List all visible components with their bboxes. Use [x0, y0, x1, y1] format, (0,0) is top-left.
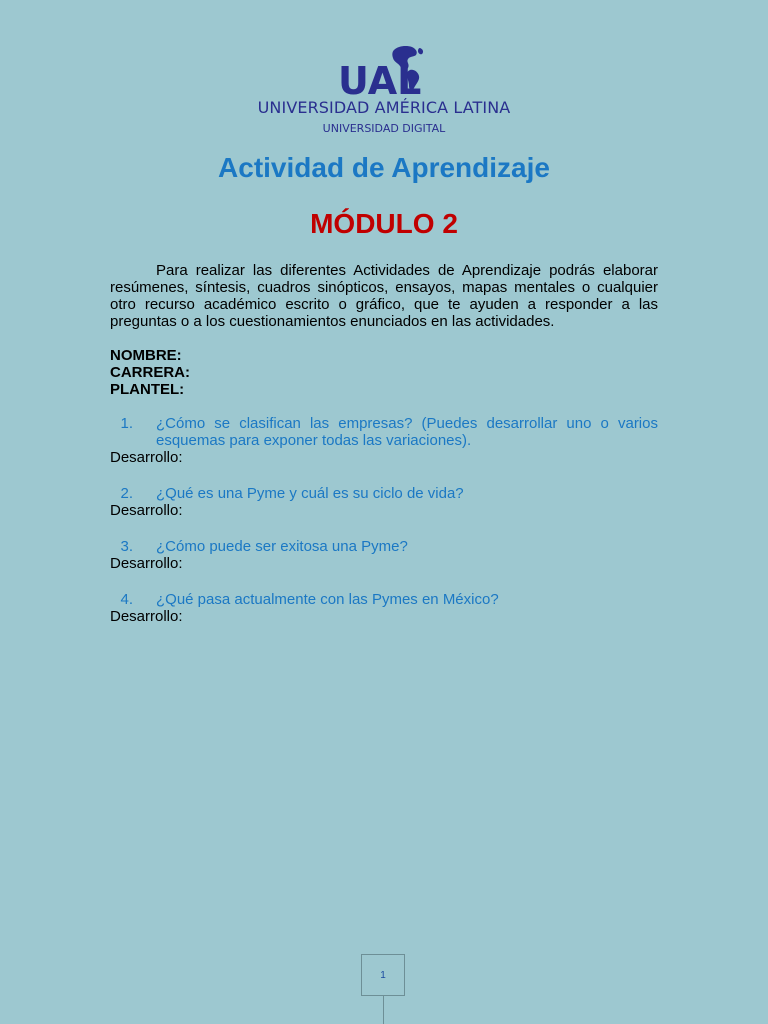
- page-title: Actividad de Aprendizaje: [218, 152, 550, 183]
- field-nombre: NOMBRE:: [110, 347, 182, 364]
- question-item: [110, 538, 658, 572]
- field-carrera: CARRERA:: [110, 364, 190, 381]
- development-label: Desarrollo:: [110, 449, 183, 466]
- logo-text: UAL: [338, 59, 422, 96]
- field-plantel: PLANTEL:: [110, 381, 185, 398]
- university-name: UNIVERSIDAD AMÉRICA LATINA: [257, 98, 511, 117]
- question-number: 4.: [120, 591, 133, 608]
- question-text: ¿Qué es una Pyme y cuál es su ciclo de vida?: [156, 485, 464, 502]
- module-heading: MÓDULO 2: [310, 208, 458, 239]
- question-item: [110, 415, 658, 466]
- question-list: [110, 415, 658, 625]
- question-item: [110, 591, 658, 625]
- question-text: ¿Cómo puede ser exitosa una Pyme?: [156, 538, 408, 555]
- question-number: 1.: [120, 415, 133, 432]
- document-body: [110, 262, 658, 625]
- page-number-connector: [383, 996, 384, 1024]
- development-label: Desarrollo:: [110, 555, 183, 572]
- university-subtitle: UNIVERSIDAD DIGITAL: [322, 122, 446, 135]
- question-number: 2.: [120, 485, 133, 502]
- university-logo: [336, 44, 432, 96]
- question-text: ¿Qué pasa actualmente con las Pymes en México?: [156, 591, 499, 608]
- development-label: Desarrollo:: [110, 608, 183, 625]
- question-text: ¿Cómo se clasifican las empresas? (Puedes desarrollar uno o varios esquemas para exponer todas las variaciones).: [156, 415, 658, 449]
- intro-paragraph: Para realizar las diferentes Actividades de Aprendizaje podrás elaborar resúmenes, síntesis, cuadros sinópticos, ensayos, mapas mentales o cualquier otro recurso académico escrito o gráfico, que te ayuden a responder a las preguntas o a los cuestionamientos enunciados en las actividades.: [110, 262, 658, 330]
- page-number: 1: [361, 954, 405, 996]
- question-item: [110, 485, 658, 519]
- development-label: Desarrollo:: [110, 502, 183, 519]
- student-fields: [110, 347, 658, 398]
- question-number: 3.: [120, 538, 133, 555]
